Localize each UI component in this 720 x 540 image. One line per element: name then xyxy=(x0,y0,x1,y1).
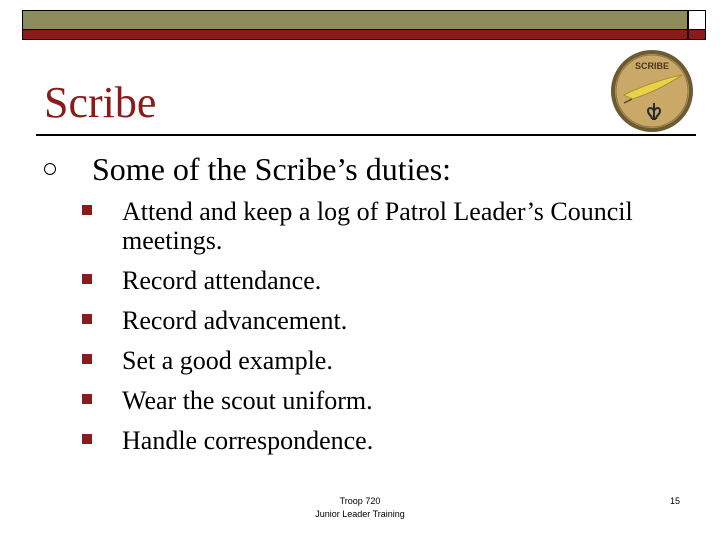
page-number: 15 xyxy=(669,496,680,506)
duty-item xyxy=(82,266,682,295)
band-corner-square xyxy=(688,10,706,40)
duty-item xyxy=(82,197,682,255)
hollow-circle-bullet-icon xyxy=(44,163,56,175)
square-bullet-icon xyxy=(82,205,92,215)
badge-label: SCRIBE xyxy=(634,61,670,71)
slide-title: Scribe xyxy=(44,78,157,127)
main-point-text: Some of the Scribe’s duties: xyxy=(92,151,452,187)
duty-text: Record attendance. xyxy=(122,266,322,295)
duty-text: Set a good example. xyxy=(122,346,333,375)
footer-training: Junior Leader Training xyxy=(315,509,405,519)
square-bullet-icon xyxy=(82,394,92,404)
duty-item xyxy=(82,426,682,455)
square-bullet-icon xyxy=(82,434,92,444)
duty-item xyxy=(82,306,682,335)
header-decorative-band xyxy=(22,10,706,40)
title-underline xyxy=(36,134,696,136)
footer-troop: Troop 720 xyxy=(339,496,381,506)
scribe-quill-badge-icon xyxy=(610,49,694,133)
band-olive-stripe xyxy=(22,10,688,30)
band-red-stripe xyxy=(22,30,688,40)
duty-text: Wear the scout uniform. xyxy=(122,386,373,415)
footer xyxy=(260,495,460,521)
duty-text: Record advancement. xyxy=(122,306,348,335)
duty-item xyxy=(82,346,682,375)
square-bullet-icon xyxy=(82,354,92,364)
duties-list xyxy=(82,197,682,466)
duty-text: Handle correspondence. xyxy=(122,426,374,455)
square-bullet-icon xyxy=(82,274,92,284)
square-bullet-icon xyxy=(82,314,92,324)
duty-text: Attend and keep a log of Patrol Leader’s Council meetings. xyxy=(122,197,633,255)
duty-item xyxy=(82,386,682,415)
